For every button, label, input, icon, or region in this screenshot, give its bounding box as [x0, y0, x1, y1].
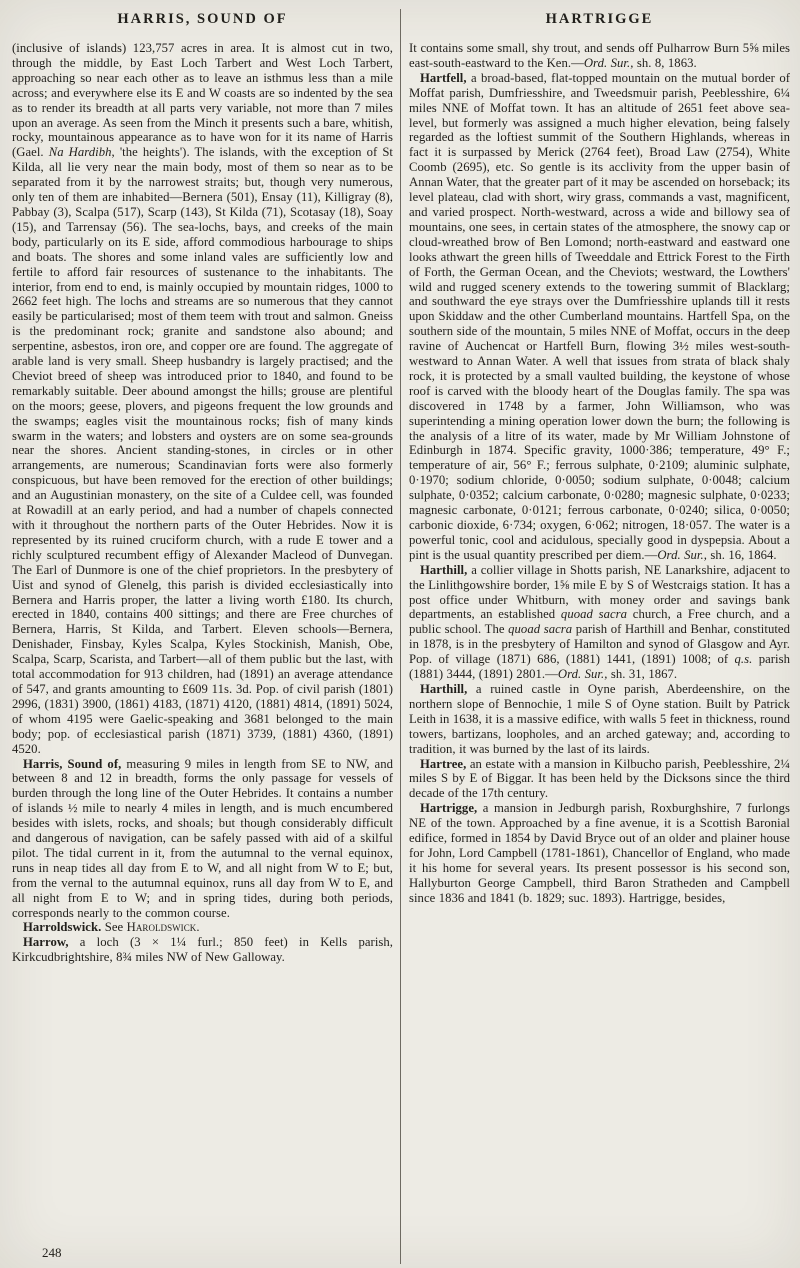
entry-text-segment: sh. 31, 1867.: [607, 667, 678, 682]
right-column: [401, 9, 790, 1264]
entry-text-segment: .: [196, 920, 200, 935]
latin-term-italic: q.s.: [734, 652, 753, 667]
entry-headword: Hartfell,: [420, 70, 467, 85]
left-column: [12, 9, 400, 1264]
entry-text-segment: a ruined castle in Oyne parish, Aberdeenshire, on the northern slope of Bennochie, 1 mile S of Oyne station. Built by Patrick Leith in 1638, it is a massive edifice, with walls 5 feet in thickness, round towers, bartizans, loopholes, and an arched gateway; and, according to tradition, it was burned by the last of its lairds.: [409, 681, 790, 756]
entry-text-segment: sh. 8, 1863.: [633, 55, 697, 70]
entry-text-segment: parish (1881) 3444, (1891) 2801.—: [409, 652, 790, 682]
running-header-left: HARRIS, SOUND OF: [117, 11, 288, 27]
page-content: [12, 9, 790, 1264]
entry-harrow-continuation: [409, 41, 790, 71]
entry-harthill-village: [409, 563, 790, 682]
entry-text-segment: measuring 9 miles in length from SE to NW, and between 8 and 12 in breadth, forms the only passage for vessels of burden through the long line of the Outer Hebrides. It contains a number of islands ½ mile to nearly 4 miles in length, and is much encumbered besides with islets, rocks, and shoals; but though considerably difficult and dangerous of navigation, can be safely passed with aid of a skilful pilot. The tidal current in it, from the autumnal to the vernal equinox, runs in neap tides all day from E to W, and all night from W to E; but, from the vernal to the autumnal equinox, runs all day from W to E, and all night from E to W; and in spring tides, during both periods, corresponds nearly to the common course.: [12, 756, 393, 920]
entry-harthill-castle: [409, 682, 790, 757]
ordnance-survey-citation: Ord. Sur.,: [557, 667, 608, 682]
entry-hartfell: [409, 71, 790, 563]
entry-harrow: [12, 935, 393, 965]
entry-headword: Hartree,: [420, 756, 467, 771]
entry-text-segment: See: [101, 920, 127, 935]
entry-headword: Harroldswick.: [23, 920, 102, 935]
entry-hartree: [409, 757, 790, 802]
gaelic-name-italic: Na Hardibh: [48, 145, 112, 160]
running-header-right: HARTRIGGE: [545, 11, 654, 27]
entry-text-segment: church, a Free church, and a public school. The: [409, 607, 790, 637]
entry-text-segment: It contains some small, shy trout, and sends off Pulharrow Burn 5⅝ miles east-south-eastward to the Ken.—: [409, 41, 790, 70]
ordnance-survey-citation: Ord. Sur.,: [583, 55, 634, 70]
page-number: 248: [42, 1245, 62, 1260]
latin-term-italic: quoad sacra: [508, 622, 573, 637]
entry-text-segment: an estate with a mansion in Kilbucho parish, Peeblesshire, 2¼ miles S by E of Biggar. It has been held by the Dicksons since the third decade of the 17th century.: [409, 756, 790, 801]
entry-harris-continuation: [12, 41, 393, 757]
cross-reference-smallcaps: Haroldswick: [126, 920, 197, 935]
entry-text-segment: (inclusive of islands) 123,757 acres in area. It is almost cut in two, through the middle, by East Loch Tarbert and West Loch Tarbert, approaching so near each other as to leave an isthmus less than a mile across; and everywhere else its E and W coasts are so indented by the sea as to render its breadth at all parts very variable, not more than 7 miles upon an average. As seen from the Minch it presents such a bare, whitish, rocky, mountainous appearance as to have won for it its name of Harris (Gael.: [12, 41, 393, 160]
entry-headword: Harrow,: [23, 935, 69, 950]
entry-harris-sound-of: [12, 757, 393, 921]
entry-text-segment: a collier village in Shotts parish, NE Lanarkshire, adjacent to the Linlithgowshire border, 1⅝ mile E by S of Westcraigs station. It has a post office under Whitburn, with money order and savings bank departments, an established: [409, 562, 790, 622]
entry-hartrigge: [409, 801, 790, 905]
entry-text-segment: a broad-based, flat-topped mountain on the mutual border of Moffat parish, Dumfriesshire, and Tweedsmuir parish, Peeblesshire, 6¼ miles NNE of Moffat town. It has an altitude of 2651 feet above sea-level, but formerly was assigned a much higher elevation, being falsely regarded as the loftiest summit of the Southern Highlands, whereas in fact it is surpassed by Merick (2764 feet), Broad Law (2754), White Coomb (2695), etc. So gentle is its acclivity from the upper basin of Annan Water, that the greater part of it may be ascended on horseback; its level plateau, clad with short, wiry grass, commands a vast, magnificent, and varied prospect. North-westward, across a wide and billowy sea of mountains, one sees, in certain states of the atmosphere, the snowy cap or cloud-wreathed brow of Ben Lomond; north-eastward and eastward one looks athwart the green hills of Tweeddale and Ettrick Forest to the Firth of Forth, the German Ocean, and the Cheviots; westward, the Lowthers' wild and rugged scenery extends to the towering summit of Blacklarg; and southward the eye strays over the Dumfriesshire uplands till it rests upon Skiddaw and the other Cumberland mountains. Hartfell Spa, on the southern side of the mountain, 5 miles NNE of Moffat, occurs in the deep ravine of Auchencat or Hartfell Burn, flowing 3½ miles west-south-westward to Annan Water. A well that issues from strata of black shaly rock, it is protected by a small vaulted building, the keystone of whose roof is carved with the bloody heart of the Douglas family. The spa was discovered in 1748 by a farmer, John Williamson, who was superintending a mining operation lower down the burn; the following is the analysis of a litre of its water, made by Mr William Johnstone of Edinburgh in 1874. Specific gravity, 1000·386; temperature, 49° F.; temperature of air, 56° F.; ferrous sulphate, 0·2109; aluminic sulphate, 0·1970; sodium chloride, 0·0050; sodium sulphate, 0·0048; calcium sulphate, 0·0352; calcium carbonate, 0·0280; magnesic sulphate, 0·0233; magnesic carbonate, 0·0121; ferrous carbonate, 0·0240; silica, 0·0050; carbonic dioxide, 6·734; oxygen, 6·062; nitrogen, 18·057. The water is a powerful tonic, cool and acidulous, specially good in dyspepsia. About a pint is the usual quantity prescribed per diem.—: [409, 70, 790, 562]
entry-text-segment: a mansion in Jedburgh parish, Roxburghshire, 7 furlongs NE of the town. Approached by a fine avenue, it is a Scottish Baronial edifice, formed in 1854 by David Bryce out of an older and plainer house for John, Lord Campbell (1781-1861), Chancellor of England, who made it his home for several years. Its present possessor is his second son, Hallyburton George Campbell, third Baron Stratheden and Campbell since 1836 and 1841 (b. 1829; suc. 1893). Hartrigge, besides,: [409, 801, 790, 905]
entry-headword: Harthill,: [420, 681, 468, 696]
entry-headword: Harris, Sound of,: [23, 756, 122, 771]
entry-headword: Harthill,: [420, 562, 468, 577]
entry-text-segment: , 'the heights'). The islands, with the exception of St Kilda, all lie very near the main body, most of them so near as to be separated from it by the narrowest straits; but, though very numerous, only ten of them are inhabited—Bernera (501), Ensay (11), Killigray (8), Pabbay (3), Scalpa (517), Scarp (143), St Kilda (71), Scotasay (18), Soay (15), and Tarrensay (56). The sea-lochs, bays, and creeks of the main body, particularly on its E side, afford commodious harbourage to ships and boats. The shores and some inland vales are sufficiently low and fertile to afford fair resources of sustenance to the inhabitants. The interior, from end to end, is mainly occupied by mountain ridges, 1000 to 2662 feet high. The lochs and streams are so numerous that they cannot easily be particularised; most of them teem with trout and salmon. Gneiss is the predominant rock; granite and sandstone also abound; and serpentine, asbestos, iron ore, and copper ore are found. The aggregate of arable land is very small. Sheep husbandry is largely practised; and the Cheviot breed of sheep was introduced prior to 1840, and found to be remarkably suitable. Deer abound amongst the hills; grouse are plentiful on the moors; geese, plovers, and pigeons frequent the low grounds and the swamps; eagles visit the mountainous rocks; fish of many kinds swarm in the waters; and lobsters and oysters are on some sea-grounds near the shores. Ancient standing-stones, in circles or in other arrangements, are numerous; Scandinavian forts were also formerly conspicuous, but have been removed for the erection of other buildings; and an Augustinian monastery, on the site of a Culdee cell, was founded at Rowadill at an early period, and had a number of chapels connected with it throughout the northern parts of the Outer Hebrides. Now it is represented by its ruined cruciform church, with a rude E tower and a richly sculptured recumbent effigy of Alexander Macleod of Dunvegan. The Earl of Dunmore is one of the chief proprietors. In the presbytery of Uist and synod of Glenelg, this parish is divided ecclesiastically into Bernera and Harris proper, the latter a living worth £180. Its church, erected in 1840, contains 400 sittings; and there are Free churches of Bernera, Harris, St Kilda, and Tarbert. Eleven schools—Bernera, Denishader, Finsbay, Kyles Scalpa, Kyles Stockinish, Manish, Obe, Scalpa, Scarp, Scarista, and Tarbert—all of them public but the last, with total accommodation for 913 children, had (1891) an average attendance of 547, and grants amounting to £609 11s. 3d. Pop. of civil parish (1801) 2996, (1831) 3900, (1861) 4183, (1871) 4120, (1881) 4814, (1891) 5024, of whom 4195 were Gaelic-speaking and 3681 belonged to the main body; pop. of ecclesiastical parish (1871) 3739, (1881) 4360, (1891) 4520.: [12, 145, 393, 756]
entry-harroldswick: [12, 920, 393, 935]
entry-text-segment: parish of Harthill and Benhar, constituted in 1878, is in the presbytery of Hamilton and synod of Glasgow and Ayr. Pop. of village (1871) 686, (1881) 1441, (1891) 1008; of: [409, 622, 790, 667]
entry-text-segment: a loch (3 × 1¼ furl.; 850 feet) in Kells parish, Kirkcudbrightshire, 8¾ miles NW of New Galloway.: [12, 935, 393, 965]
entry-headword: Hartrigge,: [420, 801, 478, 816]
ordnance-survey-citation: Ord. Sur.,: [657, 547, 707, 562]
entry-text-segment: sh. 16, 1864.: [706, 547, 777, 562]
latin-term-italic: quoad sacra: [560, 607, 628, 622]
